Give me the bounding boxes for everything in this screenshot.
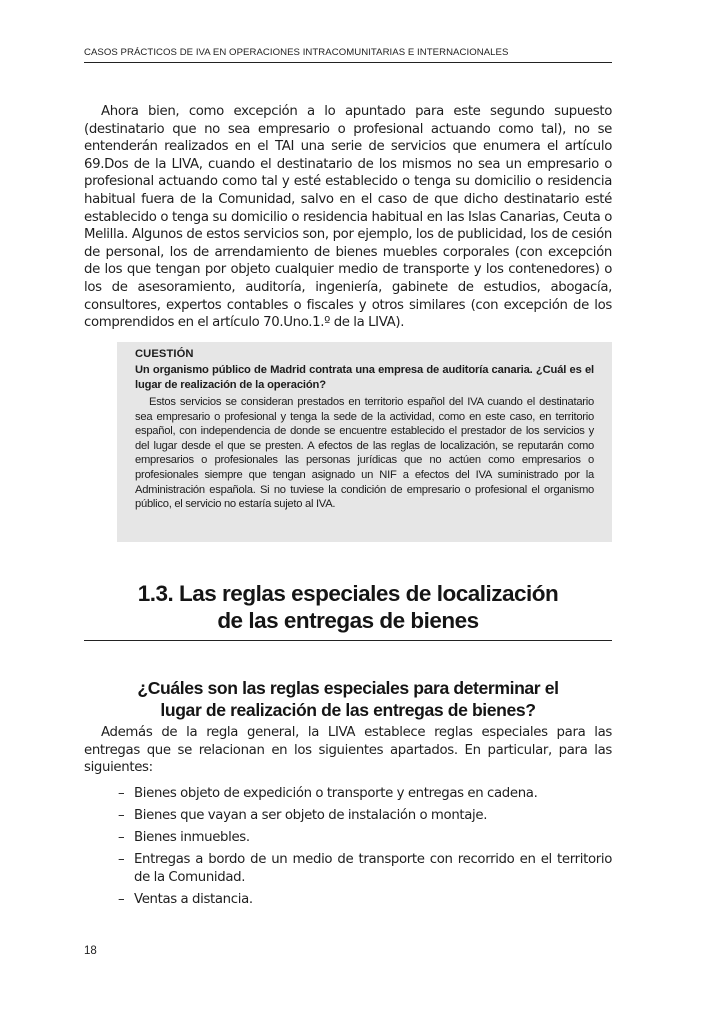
subsection-title-line-2: lugar de realización de las entregas de bienes? — [160, 699, 536, 720]
list-item-text: Bienes inmuebles. — [134, 829, 250, 845]
list-item-text: Entregas a bordo de un medio de transporte con recorrido en el territorio de la Comunidad. — [134, 851, 612, 885]
list-item — [118, 851, 612, 886]
subsection-title — [84, 678, 612, 721]
list-item-text: Bienes que vayan a ser objeto de instalación o montaje. — [134, 807, 488, 823]
subsection-title-line-1: ¿Cuáles son las reglas especiales para determinar el — [137, 678, 559, 698]
bullet-dash: – — [118, 891, 125, 907]
subsection-paragraph: Además de la regla general, la LIVA establece reglas especiales para las entregas que se relacionan en los siguientes apartados. En particular, para las siguientes: — [84, 725, 612, 776]
cuestion-label: CUESTIÓN — [135, 348, 194, 360]
bullet-dash: – — [118, 851, 125, 867]
bullet-dash: – — [118, 807, 125, 823]
section-title-line-2: de las entregas de bienes — [217, 608, 479, 633]
section-rule — [84, 640, 612, 641]
cuestion-answer: Estos servicios se consideran prestados en territorio español del IVA cuando el destinatario sea empresario o profesional y tenga la sede de la actividad, como en este caso, en territorio español, con independencia de donde se encuentre establecido el prestador de los servicios y del lugar desde el que se presten. A efectos de las reglas de localización, se reputarán como empresarios o profesionales las personas jurídicas que no actúen como empresarios o profesionales siempre que tengan asignado un NIF a efectos del IVA suministrado por la Administración española. Si no tuviese la condición de empresario o profesional el organismo público, el servicio no estaría sujeto al IVA. — [135, 396, 594, 511]
header-rule — [84, 62, 612, 63]
list-item — [118, 829, 612, 847]
section-title — [84, 580, 612, 634]
bullet-dash: – — [118, 786, 125, 801]
list-item — [118, 891, 612, 909]
section-title-line-1: 1.3. Las reglas especiales de localización — [137, 581, 559, 606]
running-header: CASOS PRÁCTICOS DE IVA EN OPERACIONES INTRACOMUNITARIAS E INTERNACIONALES — [84, 47, 509, 58]
cuestion-box — [117, 342, 612, 542]
cuestion-question: Un organismo público de Madrid contrata una empresa de auditoría canaria. ¿Cuál es el lugar de realización de la operación? — [135, 364, 594, 391]
list-item — [118, 785, 612, 803]
list-item — [118, 807, 612, 825]
bullet-list — [118, 785, 612, 913]
list-item-text: Bienes objeto de expedición o transporte y entregas en cadena. — [134, 786, 538, 801]
page-number: 18 — [84, 945, 97, 957]
list-item-text: Ventas a distancia. — [134, 891, 253, 907]
intro-paragraph: Ahora bien, como excepción a lo apuntado para este segundo supuesto (destinatario que no sea empresario o profesional actuando como tal), no se entenderán realizados en el TAI una serie de servicios que enumera el artículo 69.Dos de la LIVA, cuando el destinatario de los mismos no sea un empresario o profesional actuando como tal y esté establecido o tenga su domicilio o residencia habitual fuera de la Comunidad, salvo en el caso de que dicho destinatario esté establecido o tenga su domicilio o residencia habitual en las Islas Canarias, Ceuta o Melilla. Algunos de estos servicios son, por ejemplo, los de publicidad, los de cesión de personal, los de arrendamiento de bienes muebles corporales (con excepción de los que tengan por objeto cualquier medio de transporte y los contenedores) o los de asesoramiento, auditoría, ingeniería, gabinete de estudios, abogacía, consultores, expertos contables o fiscales y otros similares (con excepción de los comprendidos en el artículo 70.Uno.1.º de la LIVA). — [84, 104, 612, 331]
bullet-dash: – — [118, 829, 125, 845]
